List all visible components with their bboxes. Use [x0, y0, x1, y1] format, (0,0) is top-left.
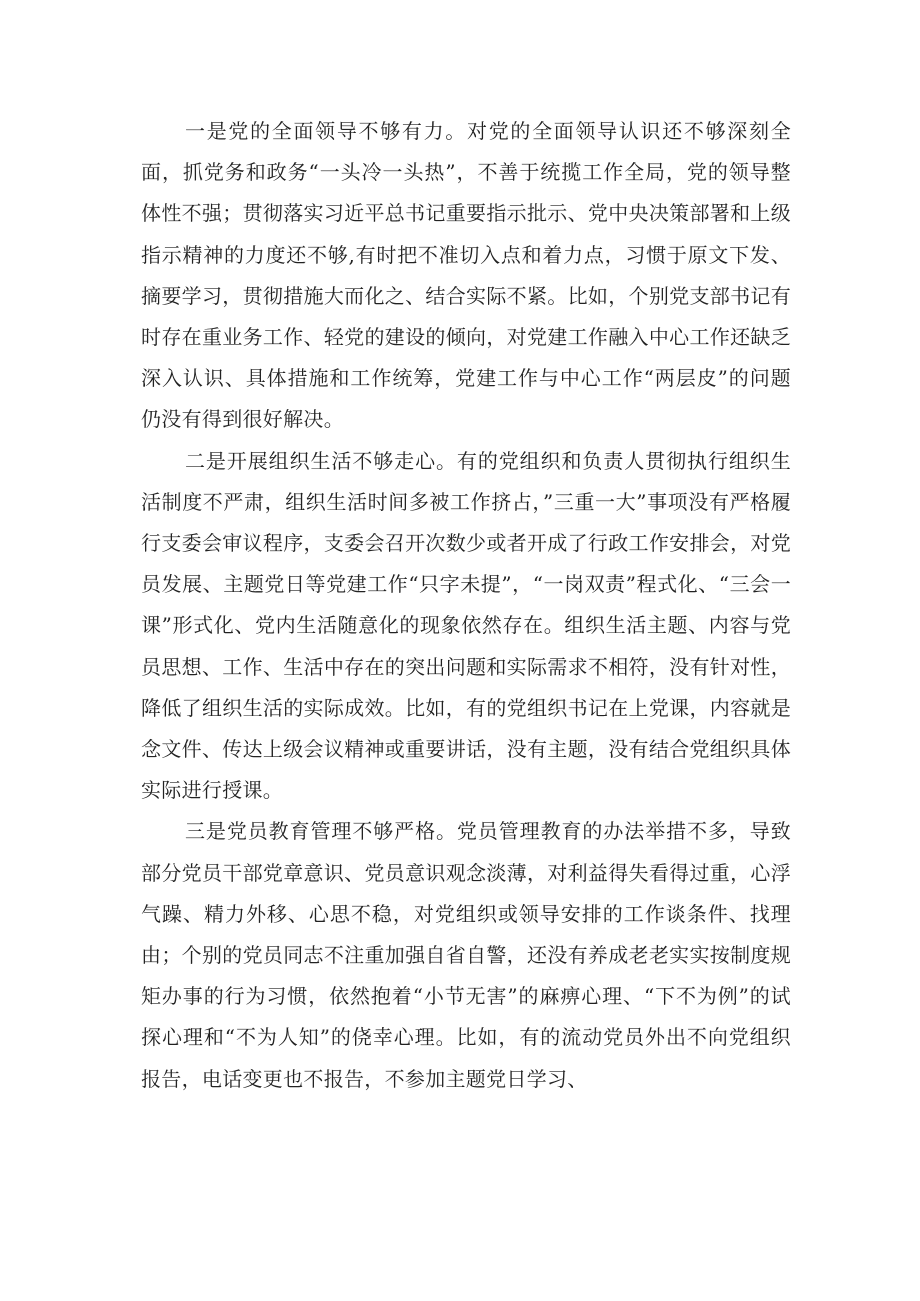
document-body: [141, 111, 791, 1100]
paragraph-member-management: 三是党员教育管理不够严格。党员管理教育的办法举措不多，导致部分党员干部党章意识、党员意识观念淡薄，对利益得失看得过重，心浮气躁、精力外移、心思不稳，对党组织或领导安排的工作谈条件、找理由；个别的党员同志不注重加强自省自警，还没有养成老老实实按制度规矩办事的行为习惯，依然抱着“小节无害”的麻痹心理、“下不为例”的试探心理和“不为人知”的侥幸心理。比如，有的流动党员外出不向党组织报告，电话变更也不报告，不参加主题党日学习、: [141, 819, 791, 1091]
paragraph-organization-life: 二是开展组织生活不够走心。有的党组织和负责人贯彻执行组织生活制度不严肃，组织生活时间多被工作挤占，”三重一大”事项没有严格履行支委会审议程序，支委会召开次数少或者开成了行政工作安排会，对党员发展、主题党日等党建工作“只字未提”，“一岗双责”程式化、“三会一课”形式化、党内生活随意化的现象依然存在。组织生活主题、内容与党员思想、工作、生活中存在的突出问题和实际需求不相符，没有针对性，降低了组织生活的实际成效。比如，有的党组织书记在上党课，内容就是念文件、传达上级会议精神或重要讲话，没有主题，没有结合党组织具体实际进行授课。: [141, 448, 791, 803]
paragraph-party-leadership: 一是党的全面领导不够有力。对党的全面领导认识还不够深刻全面，抓党务和政务“一头冷一头热”，不善于统揽工作全局，党的领导整体性不强；贯彻落实习近平总书记重要指示批示、党中央决策部署和上级指示精神的力度还不够,有时把不准切入点和着力点，习惯于原文下发、摘要学习，贯彻措施大而化之、结合实际不紧。比如，个别党支部书记有时存在重业务工作、轻党的建设的倾向，对党建工作融入中心工作还缺乏深入认识、具体措施和工作统筹，党建工作与中心工作“两层皮”的问题仍没有得到很好解决。: [141, 119, 791, 432]
